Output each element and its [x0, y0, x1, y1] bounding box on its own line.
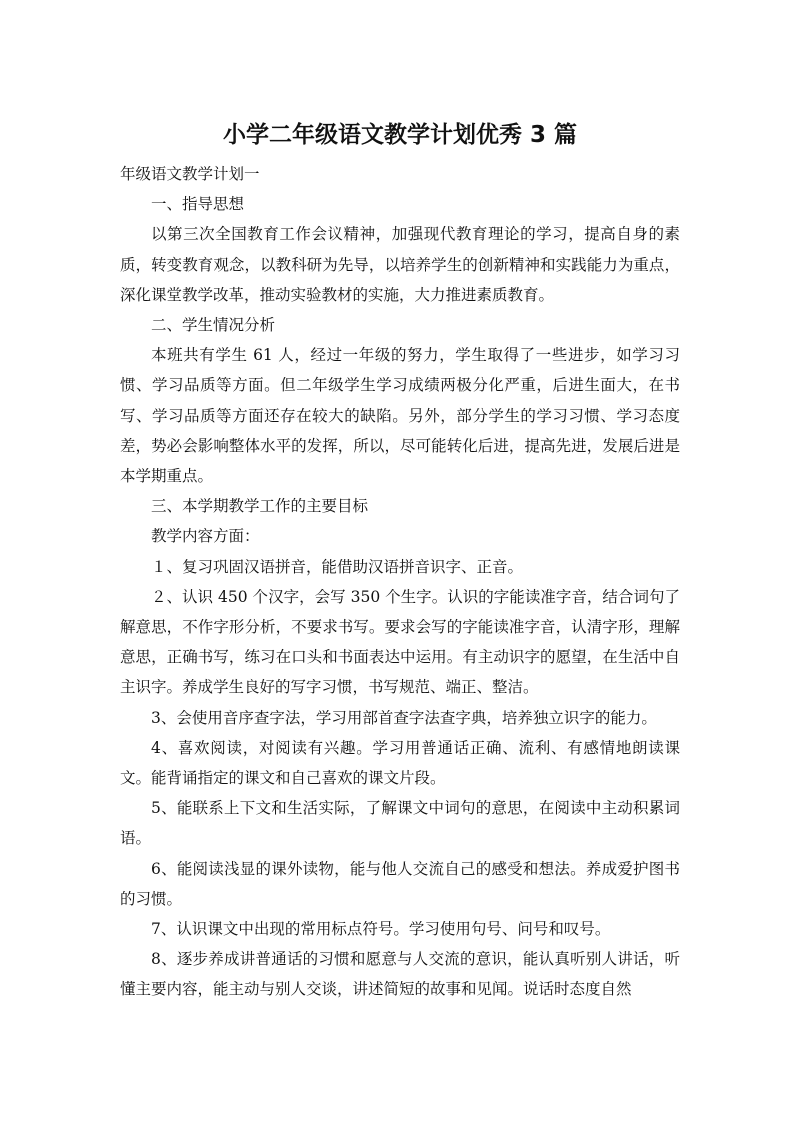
list-item-goal-7: 7、认识课文中出现的常用标点符号。学习使用句号、问号和叹号。 [151, 920, 611, 939]
heading-guiding-thought: 一、指导思想 [151, 195, 245, 214]
document-title: 小学二年级语文教学计划优秀 3 篇 [222, 122, 578, 148]
list-item-goal-1: １、复习巩固汉语拼音，能借助汉语拼音识字、正音。 [151, 557, 524, 576]
paragraph-student-analysis: 本班共有学生 61 人，经过一年级的努力，学生取得了一些进步，如学习习惯、学习品质等方面。但二年级学生学习成绩两极分化严重，后进生面大，在书写、学习品质等方面还存在较大的缺陷。另外，部分学生的学习习惯、学习态度差，势必会影响整体水平的发挥，所以，尽可能转化后进，提高先进，发展后进是本学期重点。 [120, 346, 680, 486]
list-item-goal-3: 3、会使用音序查字法，学习用部首查字法查字典，培养独立识字的能力。 [151, 708, 657, 727]
section-heading-plan-one: 年级语文教学计划一 [120, 165, 260, 183]
paragraph-teaching-content-label: 教学内容方面： [151, 527, 260, 546]
heading-student-analysis: 二、学生情况分析 [151, 316, 276, 335]
list-item-goal-4: 4、喜欢阅读，对阅读有兴趣。学习用普通话正确、流利、有感情地朗读课文。能背诵指定的课文和自己喜欢的课文片段。 [120, 738, 680, 788]
list-item-goal-5: 5、能联系上下文和生活实际，了解课文中词句的意思，在阅读中主动积累词语。 [120, 799, 680, 848]
list-item-goal-8: 8、逐步养成讲普通话的习惯和愿意与人交流的意识，能认真听别人讲话，听懂主要内容，能主动与别人交谈，讲述简短的故事和见闻。说话时态度自然 [120, 950, 680, 999]
list-item-goal-6: 6、能阅读浅显的课外读物，能与他人交流自己的感受和想法。养成爱护图书的习惯。 [120, 859, 680, 908]
paragraph-guiding-thought: 以第三次全国教育工作会议精神，加强现代教育理论的学习，提高自身的素质，转变教育观念，以教科研为先导，以培养学生的创新精神和实践能力为重点，深化课堂教学改革，推动实验教材的实施，大力推进素质教育。 [120, 225, 680, 304]
document-body [120, 159, 680, 1005]
list-item-goal-2: ２、认识 450 个汉字，会写 350 个生字。认识的字能读准字音，结合词句了解意思，不作字形分析，不要求书写。要求会写的字能读准字音，认清字形，理解意思，正确书写，练习在口头和书面表达中运用。有主动识字的愿望，在生活中自主识字。养成学生良好的写字习惯，书写规范、端正、整洁。 [120, 587, 680, 697]
heading-main-goals: 三、本学期教学工作的主要目标 [151, 497, 369, 516]
